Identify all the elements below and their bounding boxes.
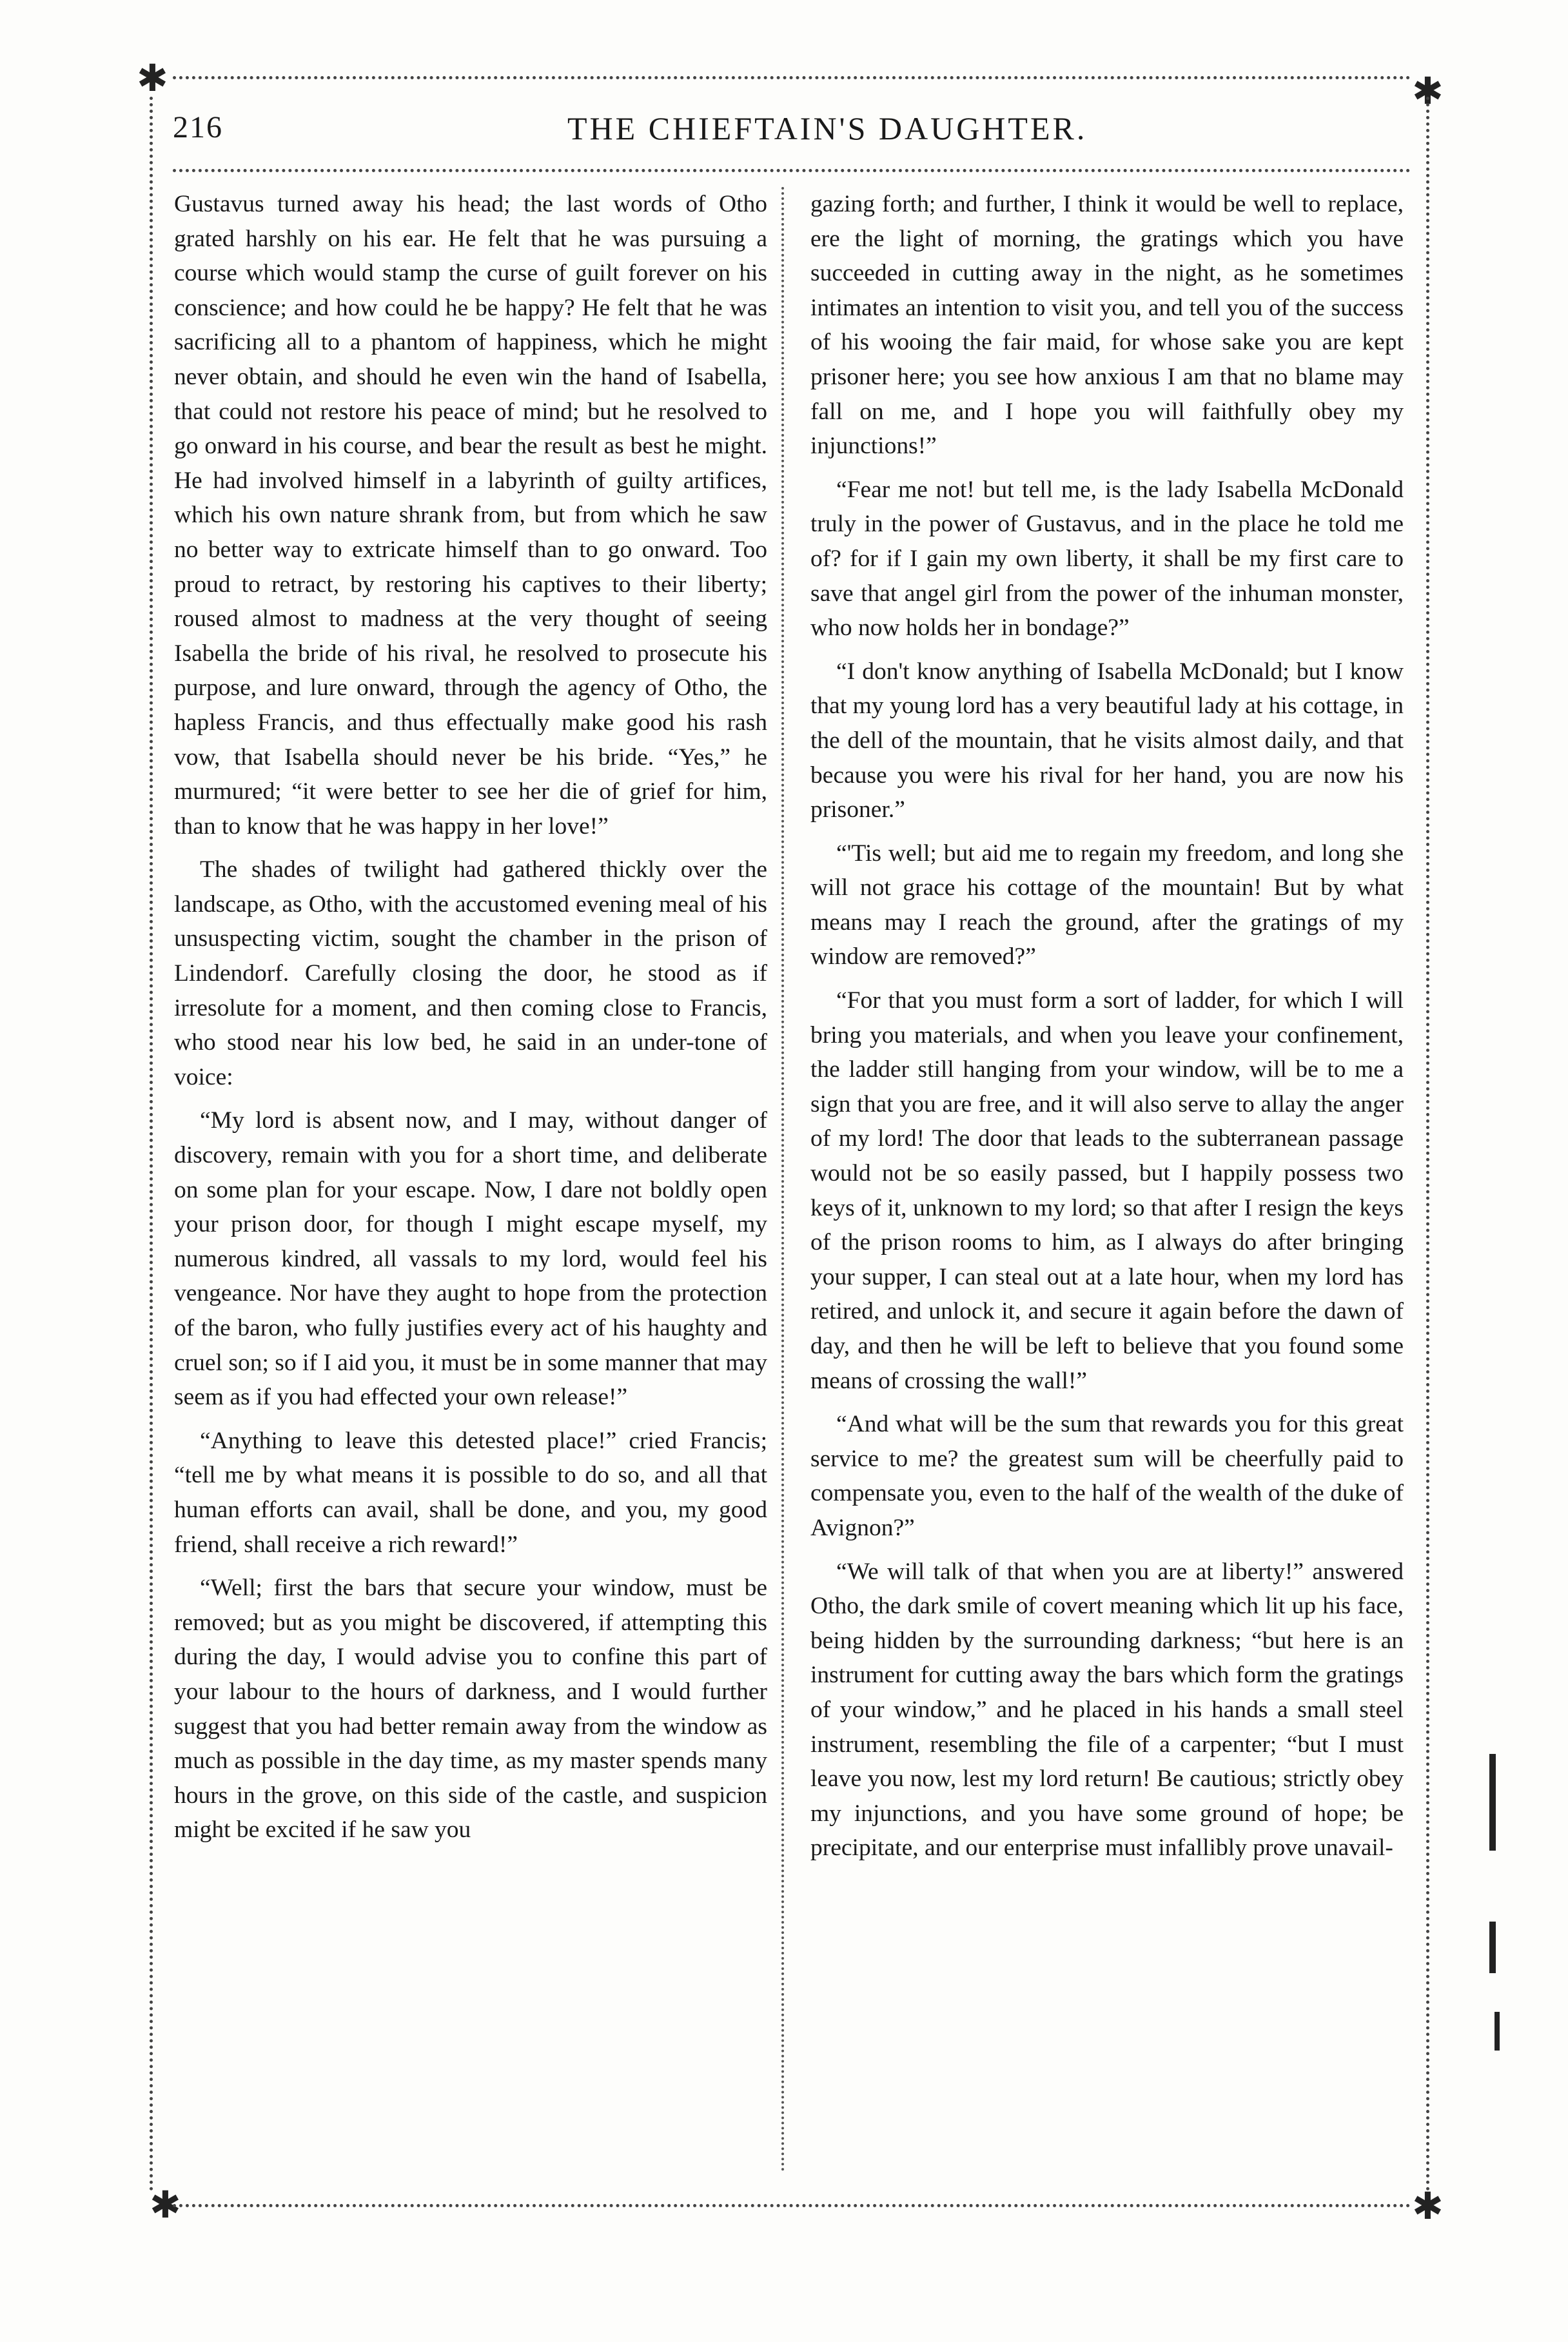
margin-ink-mark: [1489, 1754, 1496, 1851]
paragraph: “My lord is absent now, and I may, without danger of discovery, remain with you for a short time, and deliberate on some plan for your escape. Now, I dare not boldly open your prison door, for though I might escape myself, my numerous kindred, all vassals to my lord, would feel his vengeance. Nor have they aught to hope from the protection of the baron, who fully justifies every act of his haughty and cruel son; so if I aid you, it must be in some manner that may seem as if you had effected your own release!”: [174, 1107, 767, 1411]
right-text-column: [810, 187, 1404, 2173]
left-border-rule: [150, 97, 153, 2192]
bottom-border-rule: [173, 2204, 1411, 2207]
top-left-ornament-icon: ✱: [137, 56, 168, 100]
paragraph: “Fear me not! but tell me, is the lady Isabella McDonald truly in the power of Gustavus, and in the place he told me of? for if I gain my own liberty, it shall be my first care to save that angel girl from the power of the inhuman monster, who now holds her in bondage?”: [810, 476, 1404, 642]
right-border-rule: [1426, 97, 1429, 2192]
running-title: THE CHIEFTAIN'S DAUGHTER.: [567, 110, 1088, 146]
paragraph: “For that you must form a sort of ladder, for which I will bring you materials, and when you leave your confinement, the ladder still hanging from your window, will be to me a sign that you are free, and it will also serve to allay the anger of my lord! The door that leads to the subterranean passage would not be so easily passed, but I happily possess two keys of it, unknown to my lord; so that after I resign the keys of the prison rooms to him, as I always do after bringing your supper, I can steal out at a late hour, when my lord has retired, and unlock it, and secure it again before the dawn of day, and then he will be left to believe that you found some means of crossing the wall!”: [810, 987, 1404, 1394]
paragraph: “Well; first the bars that secure your window, must be removed; but as you might be discovered, if attempting this during the day, I would advise you to confine this part of your labour to the hours of darkness, and I would further suggest that you had better remain away from the window as much as possible in the day time, as my master spends many hours in the grove, on this side of the castle, and suspicion might be excited if he saw you: [174, 1575, 767, 1844]
paragraph: “We will talk of that when you are at liberty!” answered Otho, the dark smile of covert meaning which lit up his face, being hidden by the surrounding darkness; “but here is an instrument for cutting away the bars which form the gratings of your window,” and he placed in his hands a small steel instrument, resembling the file of a carpenter; “but I must leave you now, lest my lord return! Be cautious; strictly obey my injunctions, and you have some ground of hope; be precipitate, and our enterprise must infallibly prove unavail-: [810, 1558, 1404, 1862]
paragraph: “Anything to leave this detested place!” cried Francis; “tell me by what means it is possible to do so, and all that human efforts can avail, shall be done, and you, my good friend, shall receive a rich reward!”: [174, 1427, 767, 1558]
top-right-ornament-icon: ✱: [1412, 69, 1444, 113]
header-underline-rule: [173, 169, 1411, 172]
paragraph: Gustavus turned away his head; the last words of Otho grated harshly on his ear. He felt that he was pursuing a course which would stamp the curse of guilt forever on his conscience; and how could he be happy? He felt that he was sacrificing all to a phantom of happiness, which he might never obtain, and should he even win the hand of Isabella, that could not restore his peace of mind; but he resolved to go onward in his course, and bear the result as best he might. He had involved himself in a labyrinth of guilty artifices, which his own nature shrank from, but from which he saw no better way to extricate himself than to go onward. Too proud to retract, by restoring his captives to their liberty; roused almost to madness at the very thought of seeing Isabella the bride of his rival, he resolved to prosecute his purpose, and lure onward, through the agency of Otho, the hapless Francis, and thus effectually make good his rash vow, that Isabella should never be his bride. “Yes,” he murmured; “it were better to see her die of grief for him, than to know that he was happy in her love!”: [174, 191, 767, 840]
paragraph: “I don't know anything of Isabella McDonald; but I know that my young lord has a very beautiful lady at his cottage, in the dell of the mountain, that he visits almost daily, and that because you were his rival for her hand, you are now his prisoner.”: [810, 658, 1404, 823]
bottom-right-ornament-icon: ✱: [1412, 2184, 1444, 2228]
bottom-left-ornament-icon: ✱: [150, 2183, 181, 2227]
paragraph: gazing forth; and further, I think it would be well to replace, ere the light of morning, the gratings which you have succeeded in cutting away in the night, as he sometimes intimates an intention to visit you, and tell you of the success of his wooing the fair maid, for whose sake you are kept prisoner here; you see how anxious I am that no blame may fall on me, and I hope you will faithfully obey my injunctions!”: [810, 191, 1404, 460]
margin-ink-mark: [1494, 2012, 1500, 2051]
column-gutter-rule: [781, 187, 784, 2173]
margin-ink-mark: [1489, 1922, 1496, 1973]
page-header: [0, 110, 1568, 161]
paragraph: “'Tis well; but aid me to regain my freedom, and long she will not grace his cottage of the mountain! But by what means may I reach the ground, after the gratings of my window are removed?”: [810, 840, 1404, 970]
paragraph: The shades of twilight had gathered thickly over the landscape, as Otho, with the accustomed evening meal of his unsuspecting victim, sought the chamber in the prison of Lindendorf. Carefully closing the door, he stood as if irresolute for a moment, and then coming close to Francis, who stood near his low bed, he said in an under-tone of voice:: [174, 856, 767, 1090]
paragraph: “And what will be the sum that rewards you for this great service to me? the greatest sum will be cheerfully paid to compensate you, even to the half of the wealth of the duke of Avignon?”: [810, 1411, 1404, 1541]
top-border-rule: [173, 76, 1411, 79]
page-number: 216: [173, 110, 223, 144]
left-text-column: [174, 187, 767, 2173]
